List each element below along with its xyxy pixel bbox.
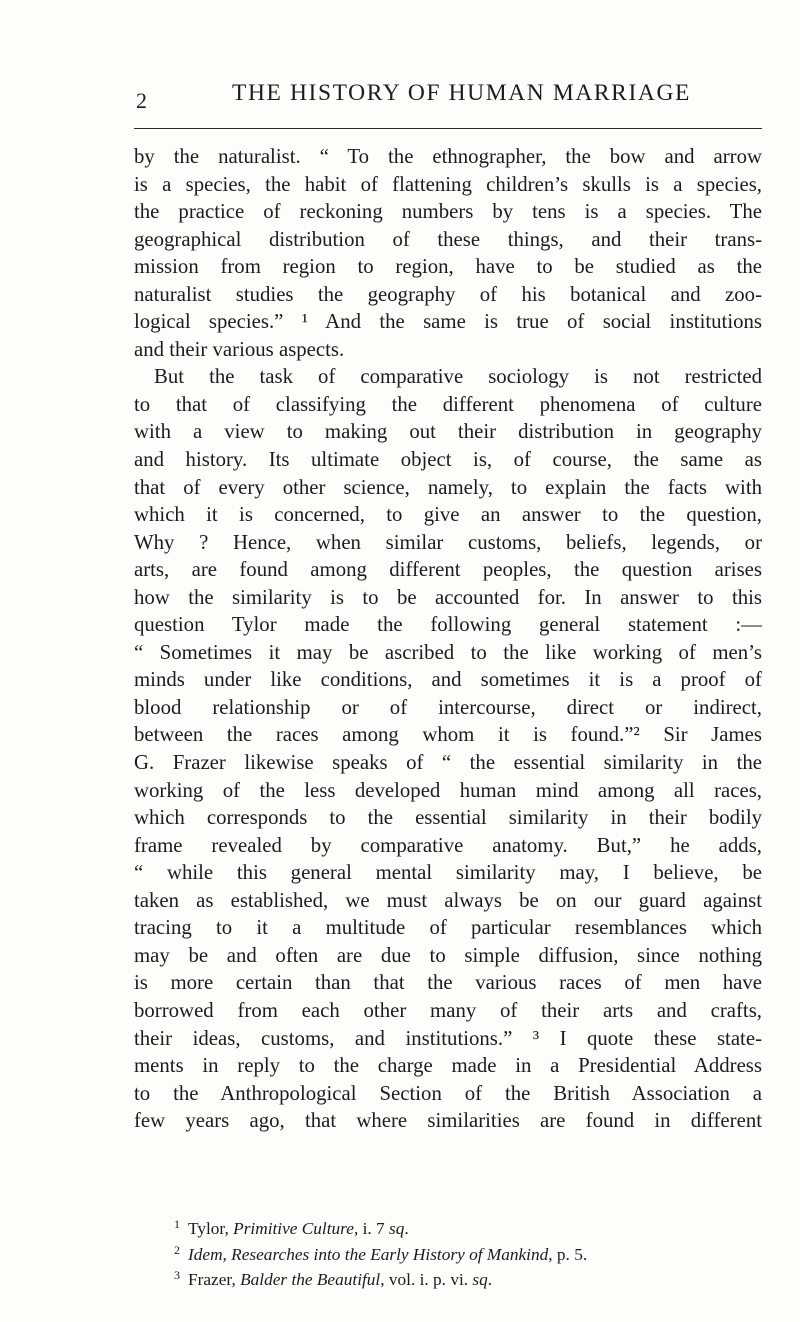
body-line: ments in reply to the charge made in a Presidential Address bbox=[134, 1054, 762, 1078]
body-line: few years ago, that where similarities are found in different bbox=[134, 1109, 762, 1133]
footnote-end: . bbox=[404, 1219, 409, 1238]
footnote-author: Frazer, bbox=[188, 1270, 241, 1289]
footnote-sq: sq bbox=[472, 1270, 488, 1289]
footnote-author: Tylor, bbox=[188, 1219, 234, 1238]
body-line: arts, are found among different peoples, the question arises bbox=[134, 558, 762, 582]
body-line: working of the less developed human mind among all races, bbox=[134, 778, 762, 802]
body-line: G. Frazer likewise speaks of “ the essential similarity in the bbox=[134, 751, 762, 775]
footnote-locator: , vol. i. p. vi. bbox=[380, 1270, 473, 1289]
footnote-number: 1 bbox=[174, 1217, 180, 1231]
body-line: naturalist studies the geography of his botanical and zoo- bbox=[134, 282, 762, 306]
footnote-sq: sq bbox=[388, 1219, 405, 1238]
footnote-locator: , i. 7 bbox=[353, 1219, 389, 1238]
footnote-title: Balder the Beautiful bbox=[240, 1270, 381, 1289]
footnote bbox=[174, 1212, 762, 1238]
body-line: by the naturalist. “ To the ethnographer, the bow and arrow bbox=[134, 145, 762, 168]
body-line: “ Sometimes it may be ascribed to the like working of men’s bbox=[134, 640, 762, 664]
body-line: with a view to making out their distribution in geography bbox=[134, 420, 762, 444]
footnote bbox=[174, 1263, 762, 1289]
body-line: frame revealed by comparative anatomy. But,” he adds, bbox=[134, 833, 762, 857]
body-line: to the Anthropological Section of the British Association a bbox=[134, 1081, 762, 1105]
body-line: tracing to it a multitude of particular resemblances which bbox=[134, 916, 762, 940]
body-line: may be and often are due to simple diffusion, since nothing bbox=[134, 943, 762, 967]
body-text bbox=[134, 143, 762, 1135]
footnote-locator: , p. 5. bbox=[548, 1244, 588, 1264]
body-line: that of every other science, namely, to explain the facts with bbox=[134, 475, 762, 499]
footnote-end: . bbox=[487, 1270, 493, 1289]
footnote-number: 3 bbox=[174, 1268, 180, 1282]
footnote-title: Primitive Culture bbox=[233, 1219, 354, 1238]
body-line: question Tylor made the following general statement :— bbox=[134, 613, 762, 637]
body-line: their ideas, customs, and institutions.” ³ I quote these state- bbox=[134, 1026, 762, 1050]
body-line: mission from region to region, have to be studied as the bbox=[134, 255, 762, 279]
body-line: the practice of reckoning numbers by tens is a species. The bbox=[134, 200, 762, 224]
header-rule bbox=[134, 128, 762, 129]
body-line: borrowed from each other many of their arts and crafts, bbox=[134, 998, 762, 1022]
body-line: is a species, the habit of flattening children’s skulls is a species, bbox=[134, 172, 762, 196]
body-line: geographical distribution of these things, and their trans- bbox=[134, 227, 762, 251]
body-line: how the similarity is to be accounted for. In answer to this bbox=[134, 585, 762, 609]
body-line: is more certain than that the various races of men have bbox=[134, 971, 762, 995]
body-line: minds under like conditions, and sometimes it is a proof of bbox=[134, 668, 762, 692]
body-line: taken as established, we must always be on our guard against bbox=[134, 888, 762, 912]
body-line: logical species.” ¹ And the same is true of social institutions bbox=[134, 310, 762, 334]
body-line: between the races among whom it is found.”² Sir James bbox=[134, 723, 762, 747]
footnote-title: Idem, Researches into the Early History of Mankind bbox=[188, 1244, 549, 1264]
body-line: which it is concerned, to give an answer to the question, bbox=[134, 503, 762, 527]
body-line: “ while this general mental similarity may, I believe, be bbox=[134, 861, 762, 885]
body-line: and history. Its ultimate object is, of course, the same as bbox=[134, 448, 762, 472]
body-line: and their various aspects. bbox=[134, 337, 345, 361]
body-line: which corresponds to the essential similarity in their bodily bbox=[134, 806, 762, 830]
running-head: THE HISTORY OF HUMAN MARRIAGE bbox=[232, 80, 691, 106]
body-line: blood relationship or of intercourse, direct or indirect, bbox=[134, 695, 762, 719]
footnote-number: 2 bbox=[174, 1242, 180, 1257]
body-line: But the task of comparative sociology is not restricted bbox=[154, 365, 762, 389]
page-number: 2 bbox=[136, 88, 148, 113]
body-line: Why ? Hence, when similar customs, beliefs, legends, or bbox=[134, 530, 762, 554]
footnote bbox=[174, 1238, 762, 1264]
body-line: to that of classifying the different phenomena of culture bbox=[134, 392, 762, 416]
footnotes bbox=[174, 1212, 762, 1289]
